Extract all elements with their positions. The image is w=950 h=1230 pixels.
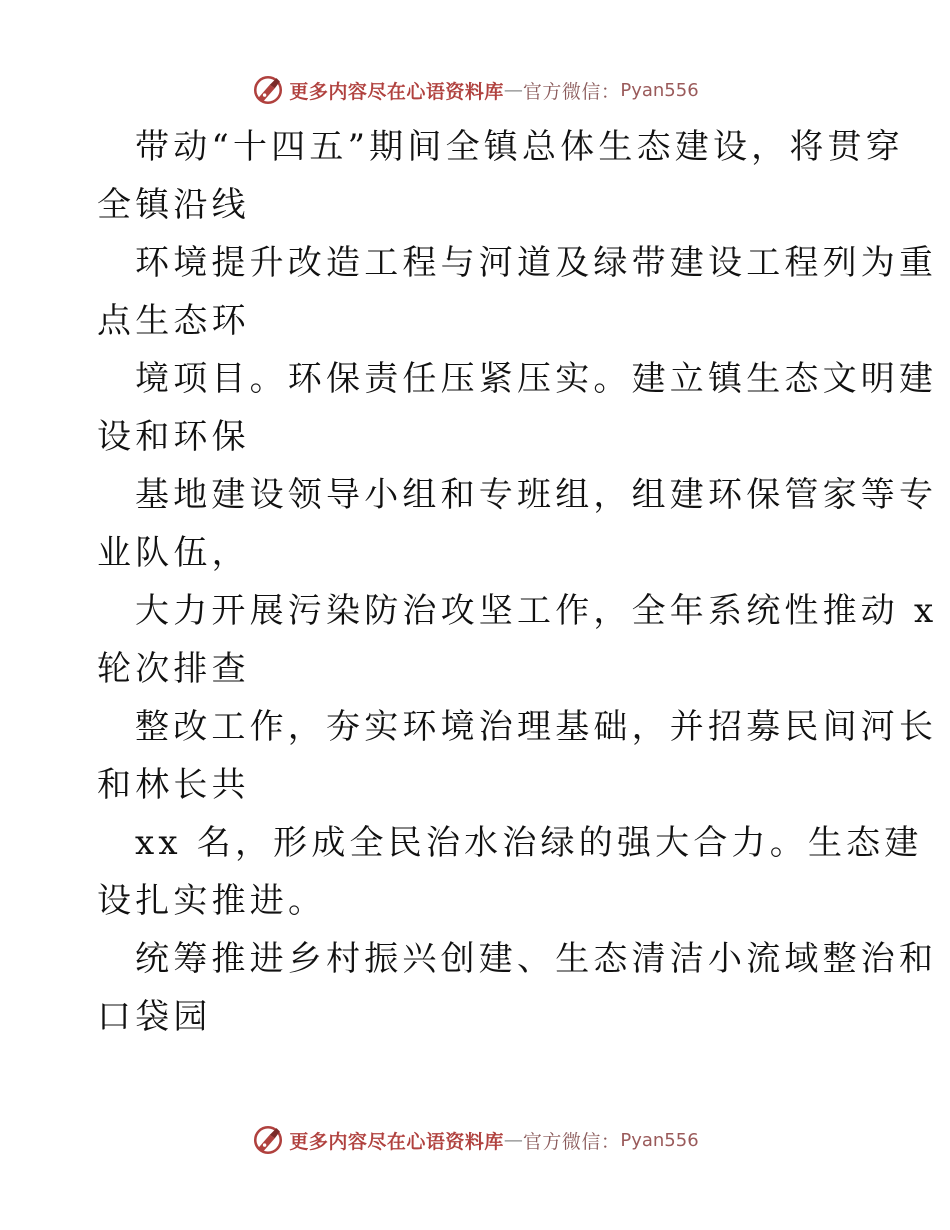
watermark-label: 官方微信： — [522, 80, 621, 103]
paragraph-line: 基地建设领导小组和专班组，组建环保管家等专 — [135, 475, 938, 515]
watermark-separator: — — [503, 79, 523, 101]
paragraph — [97, 814, 923, 930]
paragraph-line: 环境提升改造工程与河道及绿带建设工程列为重 — [135, 243, 938, 283]
paragraph — [97, 582, 938, 698]
paragraph-line: 带动“十四五”期间全镇总体生态建设，将贯穿 — [135, 127, 904, 167]
pen-nib-icon — [251, 73, 285, 107]
paragraph-line: 和林长共 — [97, 765, 250, 805]
paragraph-line: xx 名，形成全民治水治绿的强大合力。生态建 — [135, 823, 923, 863]
paragraph-line: 设和环保 — [97, 417, 250, 457]
paragraph — [97, 698, 938, 814]
footer-watermark — [0, 1120, 950, 1160]
paragraph-line: 点生态环 — [97, 301, 250, 341]
paragraph — [97, 350, 938, 466]
watermark-handle: Pyan556 — [620, 1129, 699, 1151]
header-watermark — [0, 70, 950, 110]
watermark-separator: — — [503, 1129, 523, 1151]
document-body — [97, 118, 938, 1046]
paragraph-line: 统筹推进乡村振兴创建、生态清洁小流域整治和 — [135, 939, 938, 979]
paragraph — [97, 118, 904, 234]
watermark-brand: 更多内容尽在心语资料库 — [289, 1130, 504, 1153]
paragraph-line: 境项目。环保责任压紧压实。建立镇生态文明建 — [135, 359, 938, 399]
paragraph — [97, 234, 938, 350]
paragraph-line: 全镇沿线 — [97, 185, 250, 225]
watermark-brand: 更多内容尽在心语资料库 — [289, 80, 504, 103]
paragraph-line: 口袋园 — [97, 997, 212, 1037]
paragraph-line: 整改工作，夯实环境治理基础，并招募民间河长 — [135, 707, 938, 747]
watermark-label: 官方微信： — [522, 1130, 621, 1153]
watermark-handle: Pyan556 — [620, 79, 699, 101]
pen-nib-icon — [251, 1123, 285, 1157]
paragraph-line: 设扎实推进。 — [97, 881, 327, 921]
paragraph — [97, 930, 938, 1046]
paragraph — [97, 466, 938, 582]
paragraph-line: 业队伍， — [97, 533, 250, 573]
paragraph-line: 轮次排查 — [97, 649, 250, 689]
paragraph-line: 大力开展污染防治攻坚工作，全年系统性推动 x — [135, 591, 938, 631]
